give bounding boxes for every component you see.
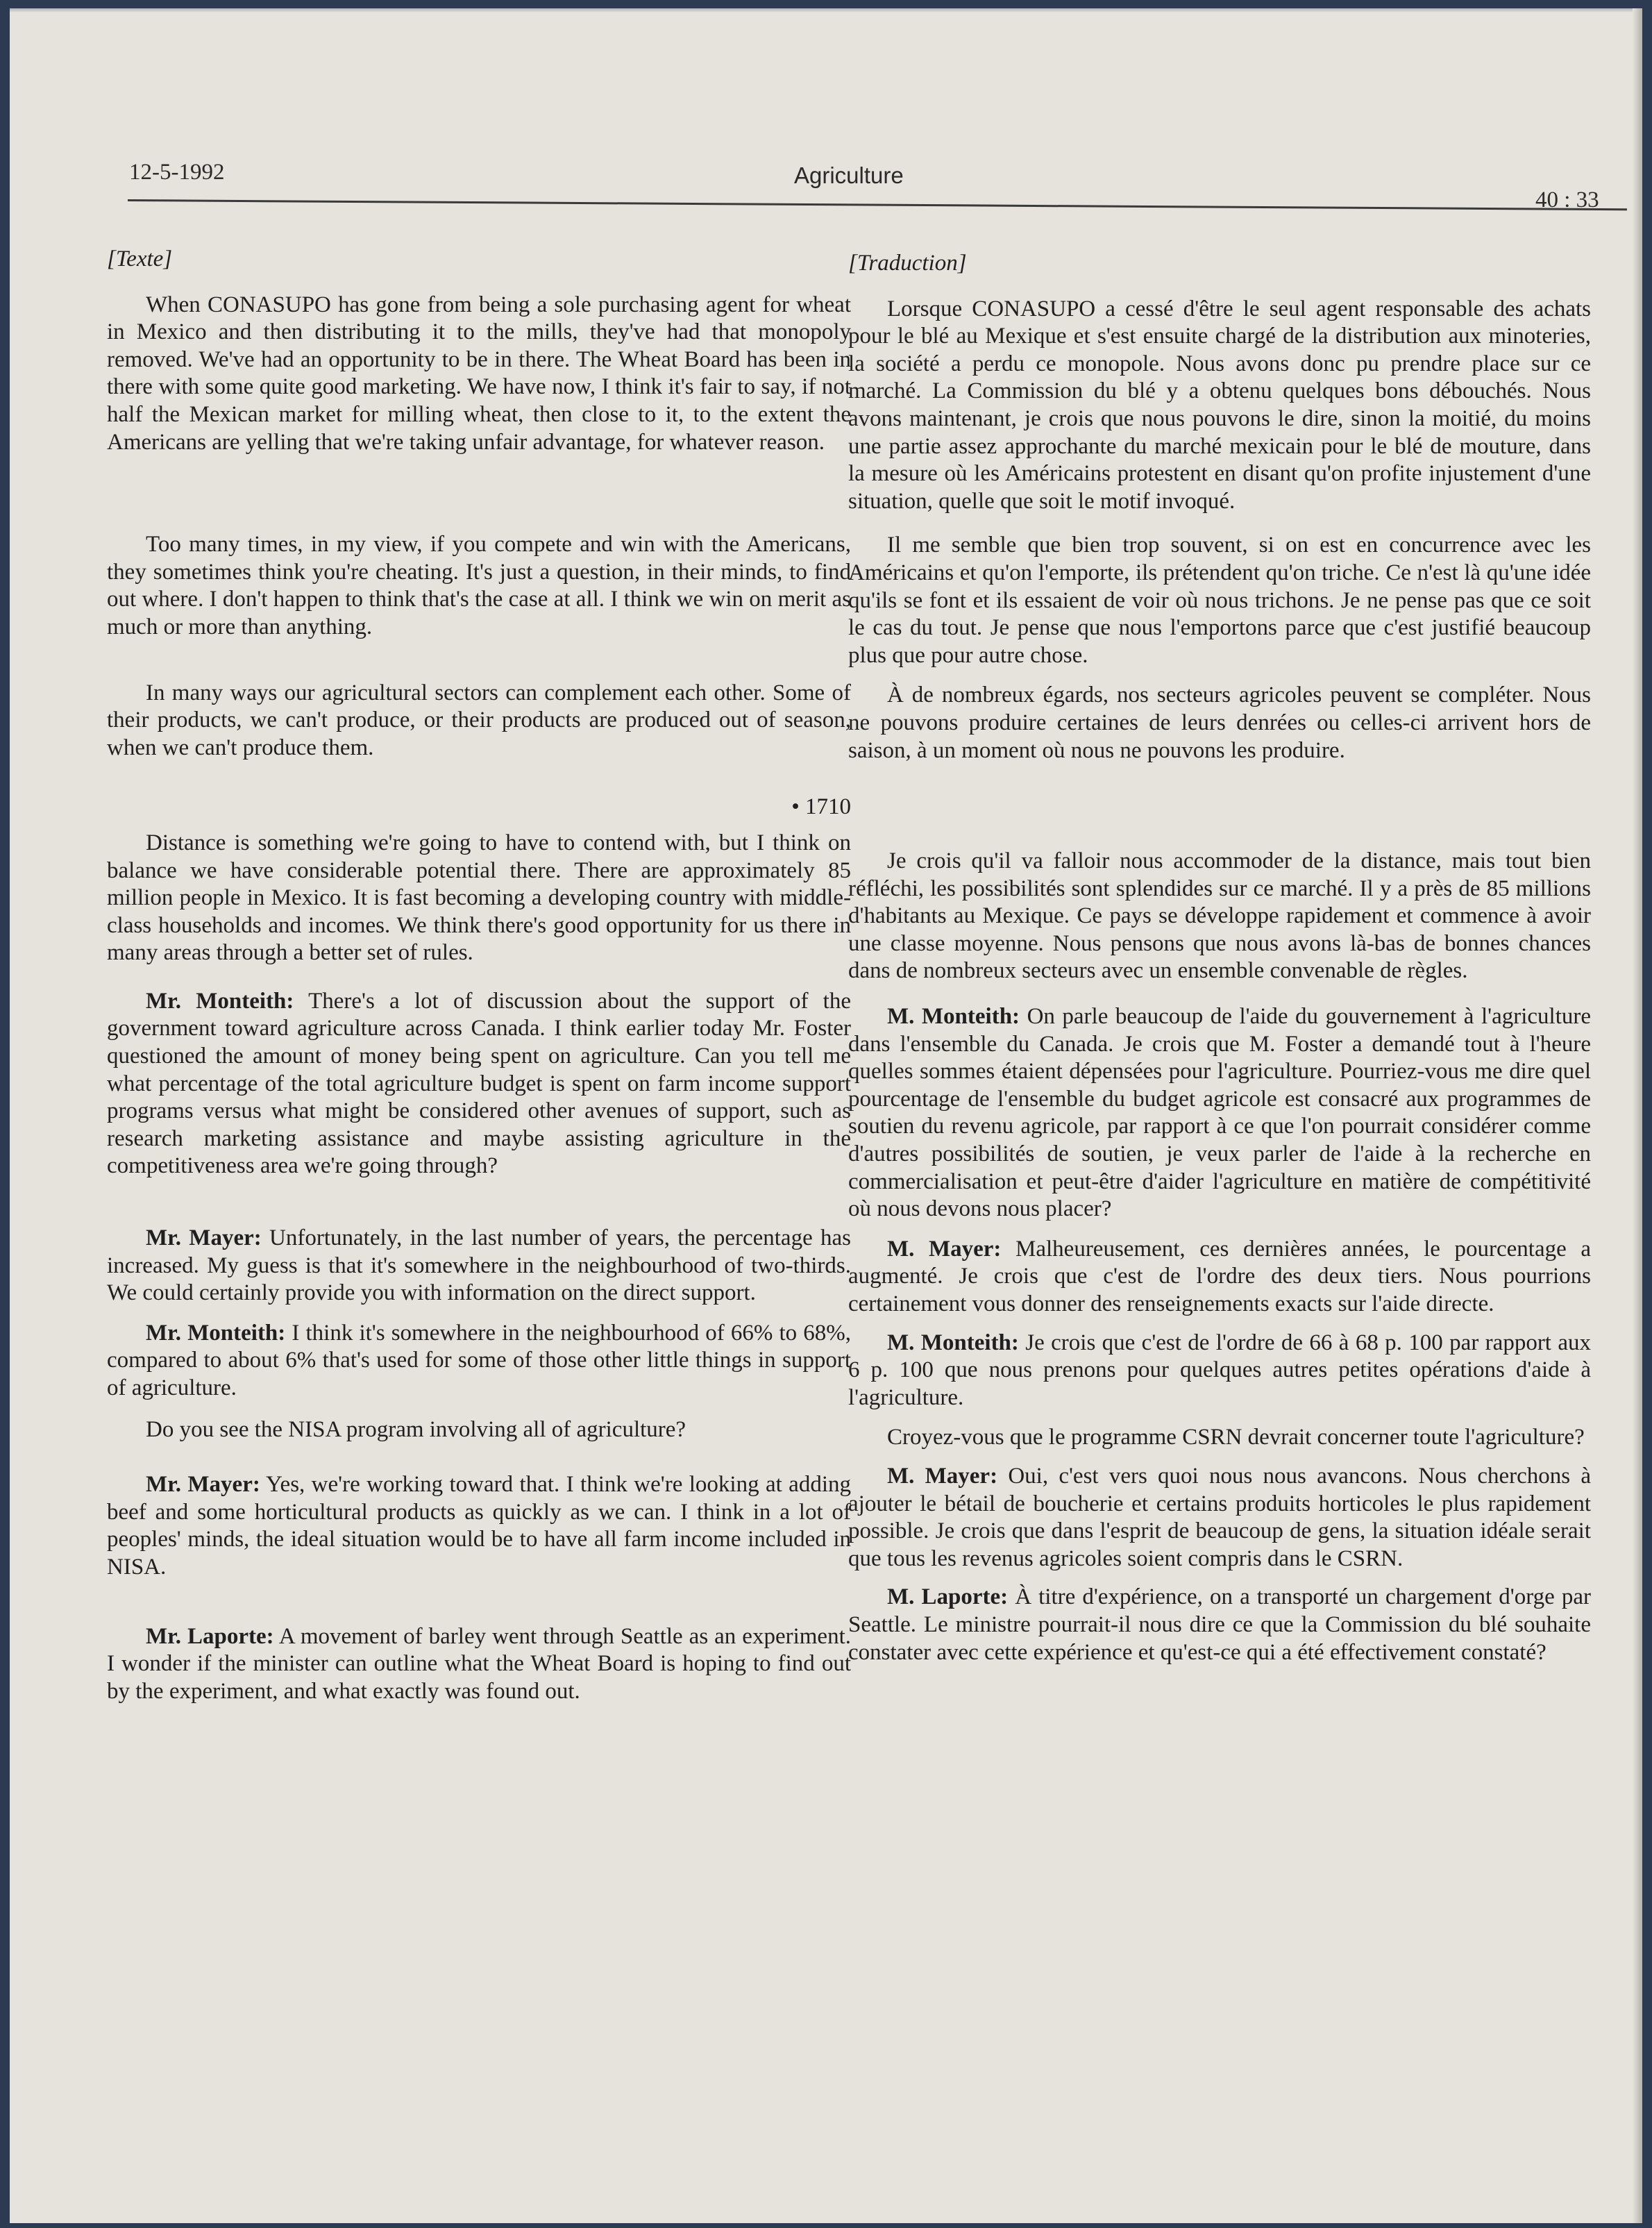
right-column-label: [Traduction] xyxy=(848,251,967,276)
paragraph: Too many times, in my view, if you compete and win with the Americans, they sometimes think you're cheating. It's just a question, in their minds, to find out where. I don't happen to think that's the case at all. I think we win on merit as much or more than anything. xyxy=(107,532,851,639)
header-title: Agriculture xyxy=(794,162,904,188)
paragraph: Je crois qu'il va falloir nous accommoder de la distance, mais tout bien réfléchi, les possibilités sont splendides sur ce marché. Il y a près de 85 millions d'habitants au Mexique. Ce pays se développe rapidement et commence à avoir une classe moyenne. Nous pensons que nous avons là-bas de bonnes chances dans de nombreux secteurs avec un ensemble convenable de règles. xyxy=(848,848,1591,984)
document-page xyxy=(10,8,1642,2223)
speaker-name: M. Monteith: xyxy=(887,1004,1020,1030)
paragraph: Il me semble que bien trop souvent, si on est en concurrence avec les Américains et qu'on l'emporte, ils prétendent qu'on triche. Ce n'est là qu'une idée qu'ils se font et ils essaient de voir où nous trichons. Je ne pense pas que ce soit le cas du tout. Je pense que nous l'emportons parce que c'est justifié beaucoup plus que pour autre chose. xyxy=(848,533,1591,668)
paragraph: Croyez-vous que le programme CSRN devrait concerner toute l'agriculture? xyxy=(887,1425,1585,1450)
speaker-name: Mr. Laporte: xyxy=(146,1623,274,1649)
header-rule xyxy=(128,199,1627,210)
timestamp-marker: • 1710 xyxy=(791,794,851,820)
right-column xyxy=(848,250,1591,1666)
paragraph: Lorsque CONASUPO a cessé d'être le seul agent responsable des achats pour le blé au Mexique et s'est ensuite chargé de la distribution aux minoteries, la société a perdu ce monopole. Nous avons donc pu prendre place sur ce marché. La Commission du blé y a obtenu quelques bons débouchés. Nous avons maintenant, je crois que nous pouvons le dire, sinon la moitié, du moins une partie assez approchante du marché mexicain pour le blé de mouture, dans la mesure où les Américains protestent en disant qu'on profite injustement d'une situation, quelle que soit le motif invoqué. xyxy=(848,296,1591,514)
paragraph: Mr. Mayer: Unfortunately, in the last number of years, the percentage has increased. My guess is that it's somewhere in the neighbourhood of two-thirds. We could certainly provide you with information on the direct support. xyxy=(107,1225,851,1306)
paragraph: M. Laporte: À titre d'expérience, on a transporté un chargement d'orge par Seattle. Le ministre pourrait-il nous dire ce que la Commission du blé souhaite constater avec cette expérience et qu'est-ce qui a été effectivement constaté? xyxy=(848,1584,1591,1665)
speaker-name: Mr. Mayer: xyxy=(146,1225,262,1251)
paragraph: Mr. Laporte: A movement of barley went through Seattle as an experiment. I wonder if the minister can outline what the Wheat Board is hoping to find out by the experiment, and what exactly was found out. xyxy=(107,1623,851,1704)
paragraph: M. Monteith: Je crois que c'est de l'ordre de 66 à 68 p. 100 par rapport aux 6 p. 100 que nous prenons pour quelques autres petites opérations d'aide à l'agriculture. xyxy=(848,1330,1591,1410)
speaker-name: Mr. Mayer: xyxy=(146,1472,260,1498)
paragraph: In many ways our agricultural sectors can complement each other. Some of their products, we can't produce, or their products are produced out of season, when we can't produce them. xyxy=(107,680,851,760)
header-page-number: 40 : 33 xyxy=(1535,187,1599,212)
paragraph: Distance is something we're going to have to contend with, but I think on balance we have considerable potential there. There are approximately 85 million people in Mexico. It is fast becoming a developing country with middle-class households and incomes. We think there's good opportunity for us there in many areas through a better set of rules. xyxy=(107,830,851,966)
paragraph: Do you see the NISA program involving all of agriculture? xyxy=(146,1416,686,1442)
paragraph: Mr. Monteith: There's a lot of discussion about the support of the government toward agriculture across Canada. I think earlier today Mr. Foster questioned the amount of money being spent on agriculture. Can you tell me what percentage of the total agriculture budget is spent on farm income support programs versus what might be considered other avenues of support, such as research marketing assistance and maybe assisting agriculture in the competitiveness area we're going through? xyxy=(107,988,852,1179)
paragraph: M. Mayer: Malheureusement, ces dernières années, le pourcentage a augmenté. Je crois que c'est de l'ordre des deux tiers. Nous pourrions certainement vous donner des renseignements exacts sur l'aide directe. xyxy=(848,1236,1592,1316)
header-date: 12-5-1992 xyxy=(129,160,225,185)
speaker-name: Mr. Monteith: xyxy=(146,1320,286,1346)
paragraph: When CONASUPO has gone from being a sole purchasing agent for wheat in Mexico and then distributing it to the mills, they've had that monopoly removed. We've had an opportunity to be in there. The Wheat Board has been in there with some quite good marketing. We have now, I think it's fair to say, if not half the Mexican market for milling wheat, then close to it, to the extent the Americans are yelling that we're taking unfair advantage, for whatever reason. xyxy=(107,292,851,455)
paragraph: M. Mayer: Oui, c'est vers quoi nous nous avancons. Nous cherchons à ajouter le bétail de boucherie et certains produits horticoles le plus rapidement possible. Je crois que dans l'esprit de beaucoup de gens, la situation idéale serait que tous les revenus agricoles soient compris dans le CSRN. xyxy=(848,1463,1591,1571)
speaker-name: M. Mayer: xyxy=(887,1463,998,1489)
paragraph: À de nombreux égards, nos secteurs agricoles peuvent se compléter. Nous ne pouvons produire certaines de leurs denrées ou celles-ci arrivent hors de saison, à un moment où nous ne pouvons les produire. xyxy=(848,682,1591,763)
speaker-name: Mr. Monteith: xyxy=(146,988,294,1014)
left-column-label: [Texte] xyxy=(107,246,173,271)
paragraph: Mr. Monteith: I think it's somewhere in the neighbourhood of 66% to 68%, compared to about 6% that's used for some of those other little things in support of agriculture. xyxy=(107,1320,852,1400)
paragraph: Mr. Mayer: Yes, we're working toward that. I think we're looking at adding beef and some horticultural products as quickly as we can. I think in a lot of peoples' minds, the ideal situation would be to have all farm income included in NISA. xyxy=(107,1472,851,1580)
speaker-name: M. Monteith: xyxy=(887,1330,1019,1355)
left-column xyxy=(107,246,851,1705)
speaker-name: M. Mayer: xyxy=(887,1236,1002,1262)
paragraph: M. Monteith: On parle beaucoup de l'aide du gouvernement à l'agriculture dans l'ensemble du Canada. Je crois que M. Foster a demandé tout à l'heure quelles sommes étaient dépensées pour l'agriculture. Pourriez-vous me dire quel pourcentage de l'ensemble du budget agricole est consacré aux programmes de soutien du revenu agricole, par rapport à ce que l'on pourrait considérer comme d'autres possibilités de soutien, je veux parler de l'aide à la recherche en commercialisation et peut-être d'aider l'agriculture en matière de compétitivité où nous devons nous placer? xyxy=(848,1004,1592,1222)
speaker-name: M. Laporte: xyxy=(887,1584,1009,1610)
